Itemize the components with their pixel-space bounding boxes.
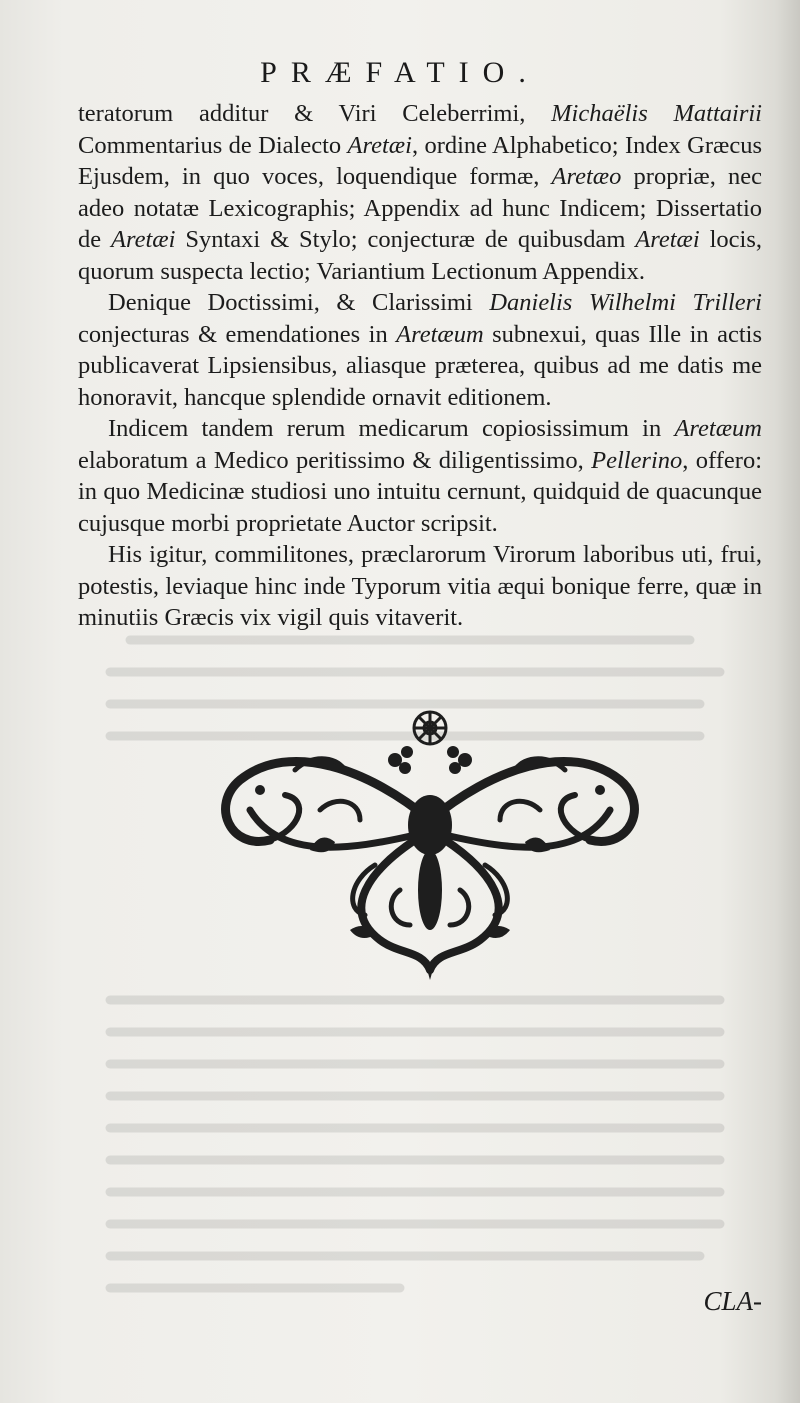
italic-name: Aretæi	[347, 131, 412, 159]
floral-tailpiece-ornament	[200, 700, 660, 980]
text-run: Commentarius de Dialecto	[78, 131, 348, 159]
text-run: Denique Doctissimi, & Clarissimi	[108, 289, 490, 316]
italic-name: Aretæo	[551, 163, 622, 190]
paragraph	[78, 539, 762, 634]
text-run: Indicem tandem rerum medicarum copiosissimum in	[108, 415, 675, 442]
text-run: subnexui, quas Ille in actis publicaverat Lipsiensibus, aliasque præterea, quibus ad me datis me honoravit, hancque splendide ornavit editionem.	[78, 320, 762, 411]
text-run: conjecturas & emendationes in	[78, 320, 397, 348]
italic-name: Aretæum	[396, 320, 484, 348]
text-run: , ordine Alphabetico; Index Græcus Ejusdem, in quo voces, loquendique formæ,	[78, 131, 762, 190]
paragraph	[78, 98, 762, 287]
text-run: elaboratum a Medico peritissimo & diligentissimo,	[78, 446, 592, 474]
italic-name: Aretæi	[111, 226, 176, 253]
preface-body	[78, 98, 762, 634]
text-run: propriæ, nec adeo notatæ Lexicographis; Appendix ad hunc Indicem; Dissertatio de	[78, 163, 762, 253]
paragraph	[78, 287, 762, 413]
italic-name: Pellerino	[591, 446, 683, 474]
text-run: teratorum additur & Viri Celeberrimi,	[78, 100, 552, 127]
text-run: Syntaxi & Stylo; conjecturæ de quibusdam	[175, 226, 636, 253]
page-header: PRÆFATIO.	[260, 56, 540, 89]
text-run: , offero: in quo Medicinæ studiosi uno intuitu cernunt, quidquid de quacunque cujusque morbi proprietate Auctor scripsit.	[78, 446, 763, 537]
text-run: locis, quorum suspecta lectio; Variantium Lectionum Appendix.	[78, 226, 762, 285]
italic-name: Aretæum	[674, 415, 762, 442]
text-run: His igitur, commilitones, præclarorum Virorum laboribus uti, frui, potestis, leviaque hinc inde Typorum vitia æqui bonique ferre, quæ in minutiis Græcis vix vigil quis vitaverit.	[78, 541, 762, 631]
paragraph	[78, 413, 762, 539]
italic-name: Michaëlis Mattairii	[551, 100, 762, 127]
catchword: CLA-	[703, 1286, 762, 1316]
italic-name: Danielis Wilhelmi Trilleri	[489, 289, 762, 316]
italic-name: Aretæi	[635, 226, 700, 253]
